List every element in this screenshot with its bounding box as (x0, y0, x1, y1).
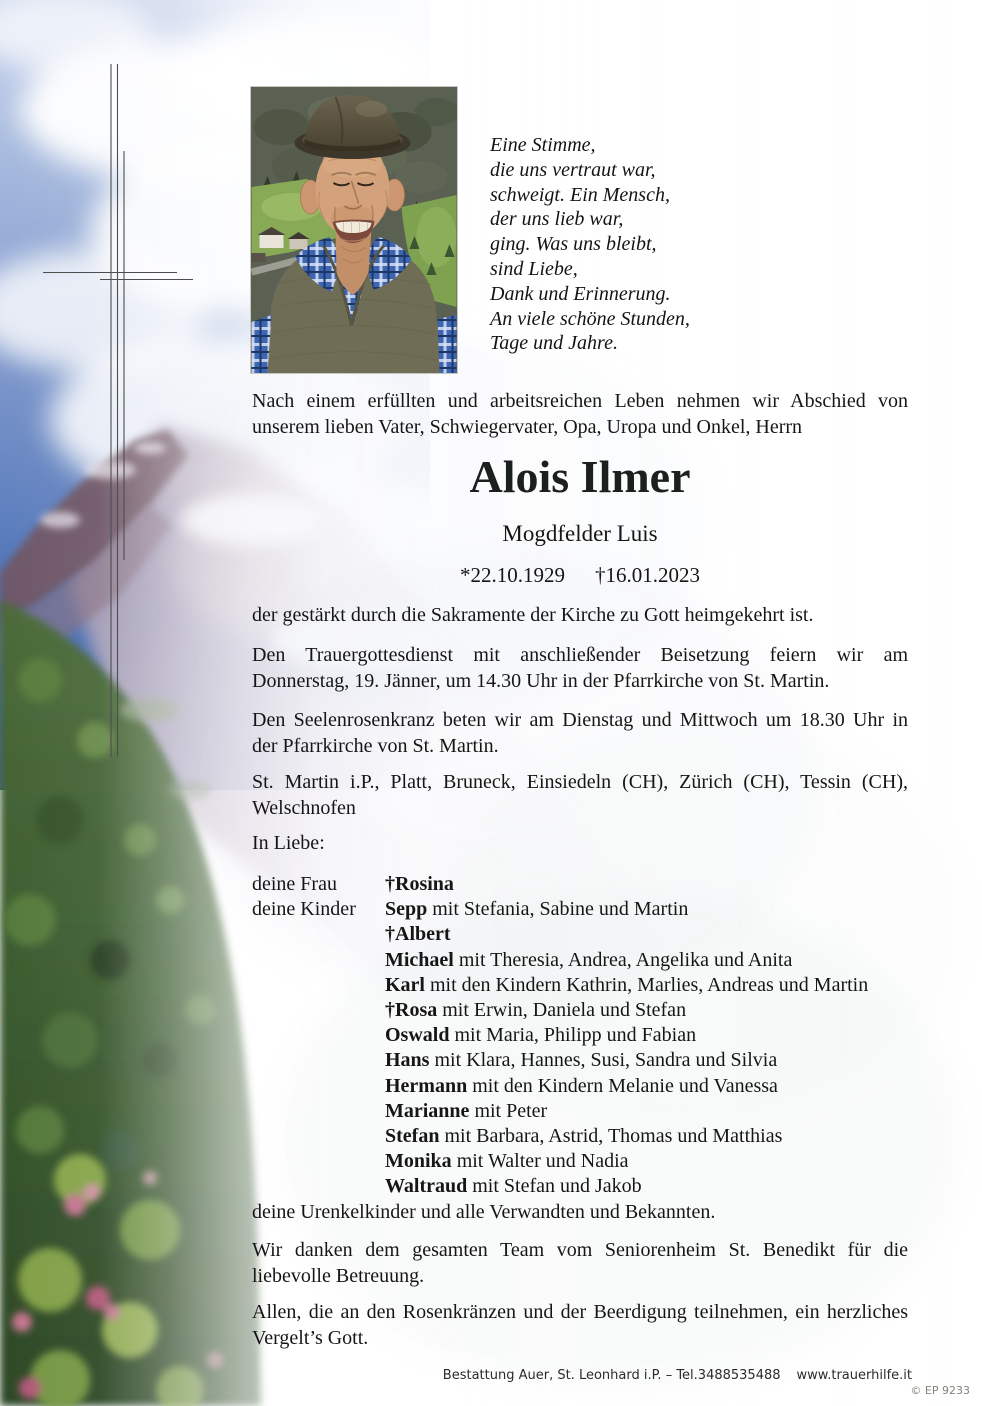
family-row (252, 922, 908, 947)
family-row (252, 872, 908, 897)
family-row (252, 1149, 908, 1174)
family-row (252, 1074, 908, 1099)
rosary-paragraph (252, 708, 908, 759)
salutation: In Liebe: (252, 832, 325, 854)
family-member-name: Karl (385, 973, 425, 996)
announcement-line: Nach einem erfüllten und arbeitsreichen Leben nehmen wir Abschied von (252, 390, 908, 412)
family-member-name: Sepp (385, 898, 428, 921)
gratitude-line: Vergelt’s Gott. (252, 1326, 369, 1349)
family-row (252, 948, 908, 973)
poem-line: die uns vertraut war, (490, 158, 656, 181)
deceased-name-block (252, 452, 908, 502)
family-row (252, 998, 908, 1023)
announcement-line: unserem lieben Vater, Schwiegervater, Opa, Uropa und Onkel, Herrn (252, 415, 803, 438)
funeral-line: Donnerstag, 19. Jänner, um 14.30 Uhr in der Pfarrkirche von St. Martin. (252, 669, 830, 692)
thanks-line: Wir danken dem gesamten Team vom Seniorenheim St. Benedikt für die (252, 1239, 908, 1261)
deceased-name: Alois Ilmer (469, 451, 691, 502)
deceased-vulgo-name: Mogdfelder Luis (502, 521, 658, 546)
family-row (252, 1124, 908, 1149)
places-line: Welschnofen (252, 796, 356, 819)
family-member-rest: mit den Kindern Kathrin, Marlies, Andreas und Martin (425, 973, 869, 996)
poem-line: ging. Was uns bleibt, (490, 233, 657, 256)
family-row (252, 1048, 908, 1073)
announcement-paragraph (252, 389, 908, 440)
family-member-rest: mit Walter und Nadia (451, 1150, 629, 1173)
family-member-rest: mit Erwin, Daniela und Stefan (437, 999, 687, 1022)
death-date: †16.01.2023 (595, 563, 700, 587)
family-member-name: †Rosa (385, 999, 438, 1022)
family-relation-label: deine Kinder (252, 898, 356, 921)
places-line: St. Martin i.P., Platt, Bruneck, Einsiedeln (CH), Zürich (CH), Tessin (CH), (252, 771, 908, 793)
funeral-line: Den Trauergottesdienst mit anschließender Beisetzung feiern wir am (252, 644, 908, 666)
family-relation-label: deine Frau (252, 873, 337, 895)
family-row (252, 1174, 908, 1199)
thanks-paragraph (252, 1238, 908, 1289)
family-row (252, 973, 908, 998)
family-member-rest: mit Stefania, Sabine und Martin (427, 898, 689, 921)
family-closing-line: deine Urenkelkinder und alle Verwandten und Bekannten. (252, 1200, 716, 1223)
funeral-service-paragraph (252, 643, 908, 694)
family-member-name: Monika (385, 1150, 452, 1173)
poem-line: sind Liebe, (490, 257, 578, 280)
funeral-home-footer (443, 1368, 912, 1383)
family-member-rest: mit Peter (469, 1099, 548, 1122)
rosary-line: Den Seelenrosenkranz beten wir am Dienstag und Mittwoch um 18.30 Uhr in (252, 709, 908, 731)
birth-date: *22.10.1929 (460, 563, 565, 587)
main-text-column (252, 0, 910, 1406)
family-member-name: Hermann (385, 1074, 468, 1097)
funeral-home-info: Bestattung Auer, St. Leonhard i.P. – Tel.3488535488 (442, 1368, 781, 1383)
family-row (252, 897, 908, 922)
family-member-rest: mit Barbara, Astrid, Thomas und Matthias (439, 1125, 783, 1148)
family-member-name: Hans (385, 1049, 430, 1072)
rosary-line: der Pfarrkirche von St. Martin. (252, 734, 499, 757)
family-member-rest: mit den Kindern Melanie und Vanessa (467, 1074, 778, 1097)
family-list (252, 872, 908, 1225)
website-text: www.trauerhilfe.it (796, 1368, 912, 1383)
poem-line: der uns lieb war, (490, 208, 624, 231)
poem-line: Dank und Erinnerung. (490, 282, 671, 305)
poem-line: An viele schöne Stunden, (490, 307, 690, 330)
family-member-rest: mit Theresia, Andrea, Angelika und Anita (453, 948, 793, 971)
copyright-code: © EP 9233 (910, 1384, 970, 1397)
family-row (252, 1023, 908, 1048)
life-dates (252, 563, 908, 587)
thanks-line: liebevolle Betreuung. (252, 1264, 425, 1287)
family-member-rest: mit Maria, Philipp und Fabian (449, 1024, 697, 1047)
family-member-name: Waltraud (385, 1175, 468, 1198)
family-member-rest: mit Stefan und Jakob (467, 1175, 642, 1198)
family-member-rest: mit Klara, Hannes, Susi, Sandra und Silvia (429, 1049, 778, 1072)
family-member-name: †Rosina (385, 873, 454, 895)
gratitude-line: Allen, die an den Rosenkränzen und der Beerdigung teilnehmen, ein herzliches (252, 1301, 908, 1323)
family-member-name: Michael (385, 948, 454, 971)
sacraments-paragraph (252, 603, 908, 629)
family-member-name: Oswald (385, 1024, 450, 1047)
family-member-name: Stefan (385, 1125, 440, 1148)
family-row (252, 1099, 908, 1124)
family-member-name: †Albert (385, 923, 451, 946)
poem-line: schweigt. Ein Mensch, (490, 183, 670, 206)
sacraments-line: der gestärkt durch die Sakramente der Kirche zu Gott heimgekehrt ist. (252, 604, 814, 626)
places-paragraph (252, 770, 908, 821)
family-member-name: Marianne (385, 1099, 470, 1122)
gratitude-paragraph (252, 1300, 908, 1351)
poem-line: Eine Stimme, (490, 134, 596, 156)
poem-line: Tage und Jahre. (490, 332, 618, 355)
